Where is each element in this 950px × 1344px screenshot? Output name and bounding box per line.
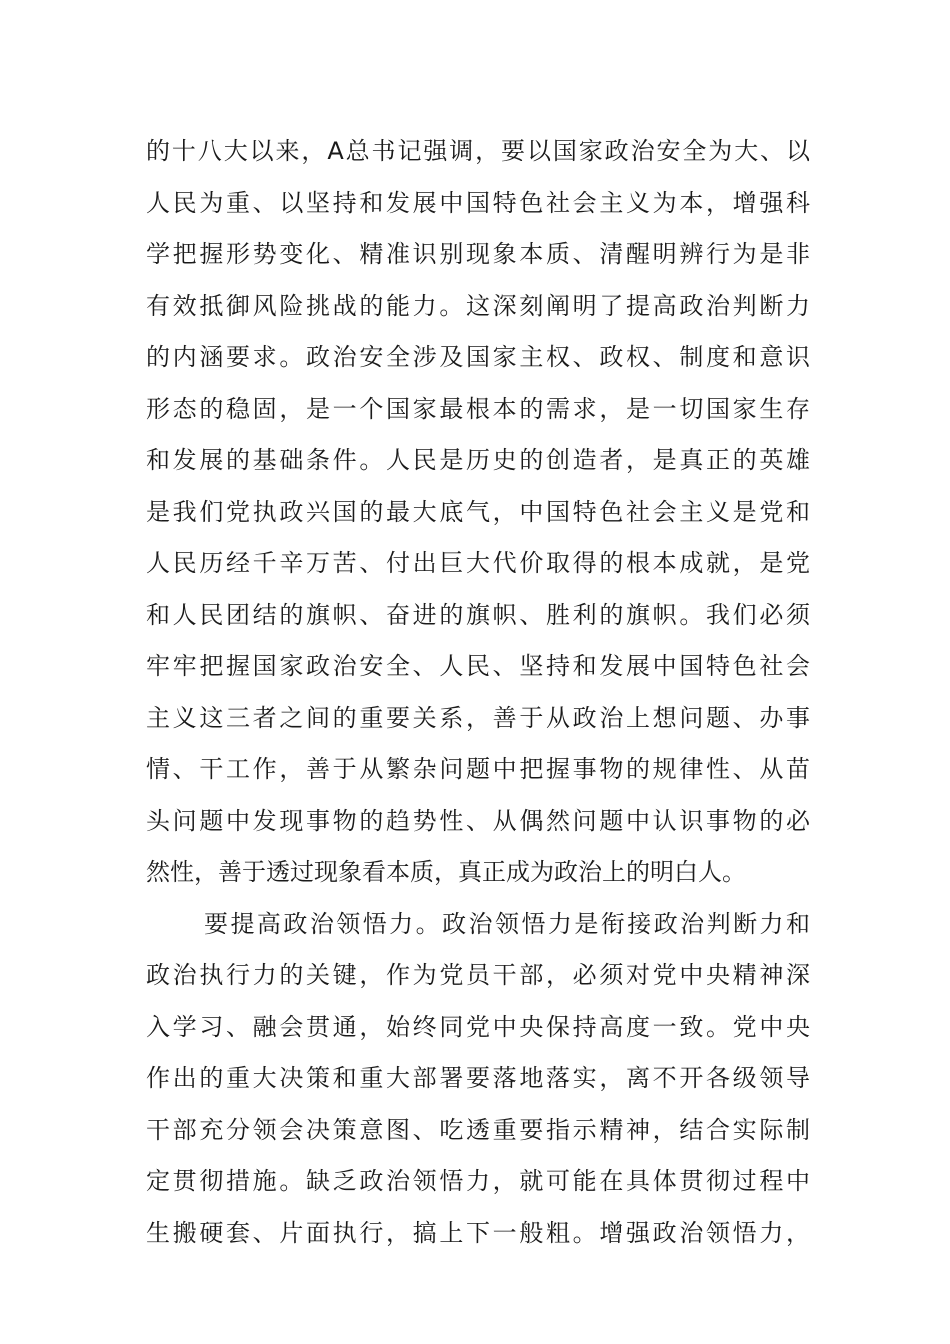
- text-line: 生搬硬套、片面执行，搞上下一般粗。增强政治领悟力，: [146, 1218, 810, 1247]
- text-line: 作出的重大决策和重大部署要落地落实，离不开各级领导: [146, 1064, 810, 1092]
- text-line: 政治执行力的关键，作为党员干部，必须对党中央精神深: [146, 961, 810, 989]
- text-line: 头问题中发现事物的趋势性、从偶然问题中认识事物的必: [146, 806, 810, 835]
- text-line: 然性，善于透过现象看本质，真正成为政治上的明白人。: [146, 858, 746, 886]
- text-line: 的十八大以来，A总书记强调，要以国家政治安全为大、以: [146, 137, 810, 165]
- text-line: 人民为重、以坚持和发展中国特色社会主义为本，增强科: [146, 188, 810, 217]
- paragraph-political-comprehension: [146, 899, 810, 1260]
- text-line: 学把握形势变化、精准识别现象本质、清醒明辨行为是非: [146, 240, 810, 268]
- text-line: 形态的稳固，是一个国家最根本的需求，是一切国家生存: [146, 394, 810, 423]
- text-line: 和发展的基础条件。人民是历史的创造者，是真正的英雄: [146, 446, 810, 474]
- text-line: 定贯彻措施。缺乏政治领悟力，就可能在具体贯彻过程中: [146, 1167, 810, 1195]
- text-line: 有效抵御风险挑战的能力。这深刻阐明了提高政治判断力: [146, 291, 810, 320]
- paragraph-political-judgment: [146, 126, 810, 899]
- text-line: 和人民团结的旗帜、奋进的旗帜、胜利的旗帜。我们必须: [146, 600, 810, 629]
- document-body: [146, 126, 810, 1259]
- text-line: 是我们党执政兴国的最大底气，中国特色社会主义是党和: [146, 497, 810, 526]
- text-line: 主义这三者之间的重要关系，善于从政治上想问题、办事: [146, 703, 810, 732]
- text-line: 的内涵要求。政治安全涉及国家主权、政权、制度和意识: [146, 343, 810, 371]
- text-line: 入学习、融会贯通，始终同党中央保持高度一致。党中央: [146, 1012, 810, 1041]
- text-line: 人民历经千辛万苦、付出巨大代价取得的根本成就，是党: [146, 549, 810, 577]
- text-line: 要提高政治领悟力。政治领悟力是衔接政治判断力和: [204, 909, 810, 938]
- text-line: 牢牢把握国家政治安全、人民、坚持和发展中国特色社会: [146, 652, 810, 680]
- text-line: 情、干工作，善于从繁杂问题中把握事物的规律性、从苗: [146, 755, 810, 783]
- text-line: 干部充分领会决策意图、吃透重要指示精神，结合实际制: [146, 1115, 810, 1144]
